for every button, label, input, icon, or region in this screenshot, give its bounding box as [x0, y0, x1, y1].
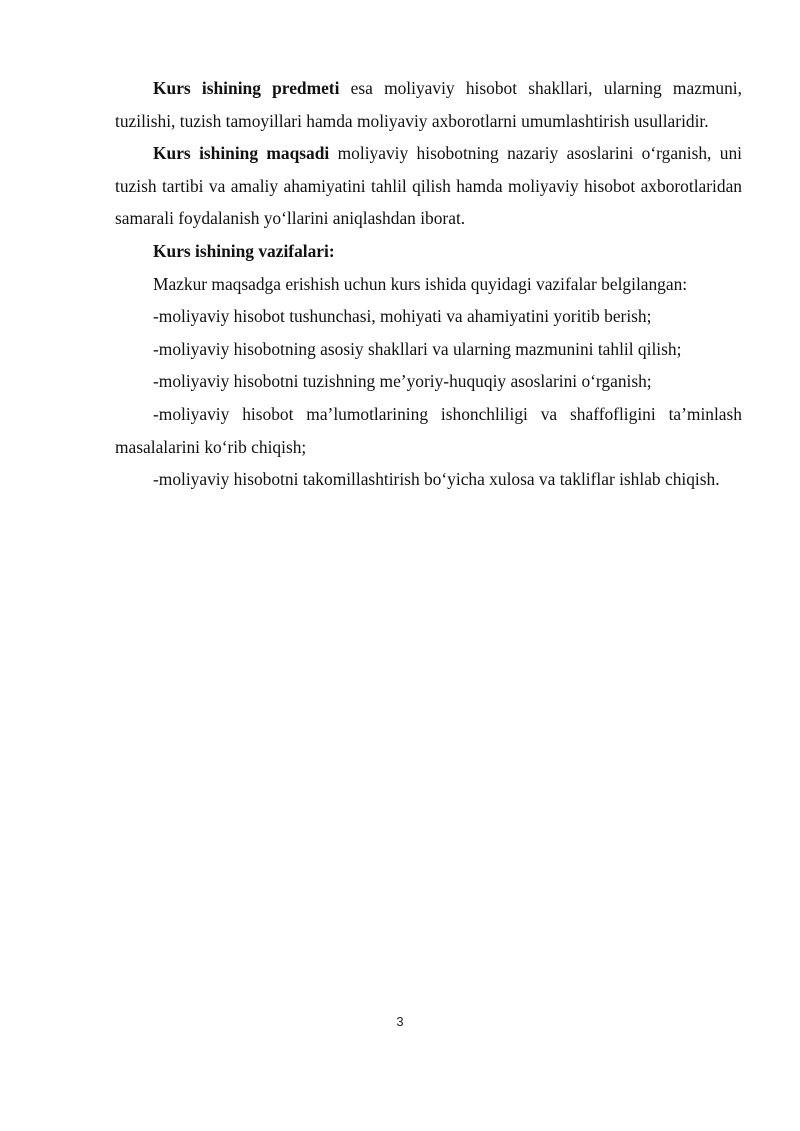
task-item [115, 463, 742, 496]
paragraph-goal-text: moliyaviy hisobotning nazariy asoslarini o‘rganish, uni tuzish tartibi va amaliy ahamiyatini tahlil qilish hamda moliyaviy hisobot axborotlaridan samarali foydalanish yo‘llarini aniqlashdan iborat. [115, 143, 742, 229]
page-number: 3 [396, 1014, 404, 1029]
task-item [115, 398, 742, 463]
paragraph-tasks-intro [115, 268, 742, 301]
task-item [115, 365, 742, 398]
task-item-text: -moliyaviy hisobotning asosiy shakllari va ularning mazmunini tahlil qilish; [153, 338, 682, 359]
task-item-text: -moliyaviy hisobotni takomillashtirish bo‘yicha xulosa va takliflar ishlab chiqish. [153, 469, 720, 490]
tasks-heading: Kurs ishining vazifalari: [153, 240, 335, 261]
tasks-intro-text: Mazkur maqsadga erishish uchun kurs ishida quyidagi vazifalar belgilangan: [153, 273, 688, 294]
paragraph-tasks-heading [115, 235, 742, 268]
paragraph-goal-heading: Kurs ishining maqsadi [153, 143, 330, 164]
page-content [115, 72, 742, 496]
paragraph-goal [115, 137, 742, 235]
paragraph-subject-text: esa moliyaviy hisobot shakllari, ularning mazmuni, tuzilishi, tuzish tamoyillari hamda moliyaviy axborotlarni umumlashtirish usullaridir. [115, 78, 742, 131]
task-item-text: -moliyaviy hisobotni tuzishning me’yoriy-huquqiy asoslarini o‘rganish; [153, 371, 652, 392]
task-item-text: -moliyaviy hisobot ma’lumotlarining ishonchliligi va shaffofligini ta’minlash masalalarini ko‘rib chiqish; [115, 403, 742, 457]
task-item-text: -moliyaviy hisobot tushunchasi, mohiyati va ahamiyatini yoritib berish; [153, 306, 652, 327]
task-item [115, 300, 742, 333]
paragraph-subject-heading: Kurs ishining predmeti [153, 78, 340, 98]
paragraph-subject [115, 72, 742, 137]
task-item [115, 333, 742, 366]
